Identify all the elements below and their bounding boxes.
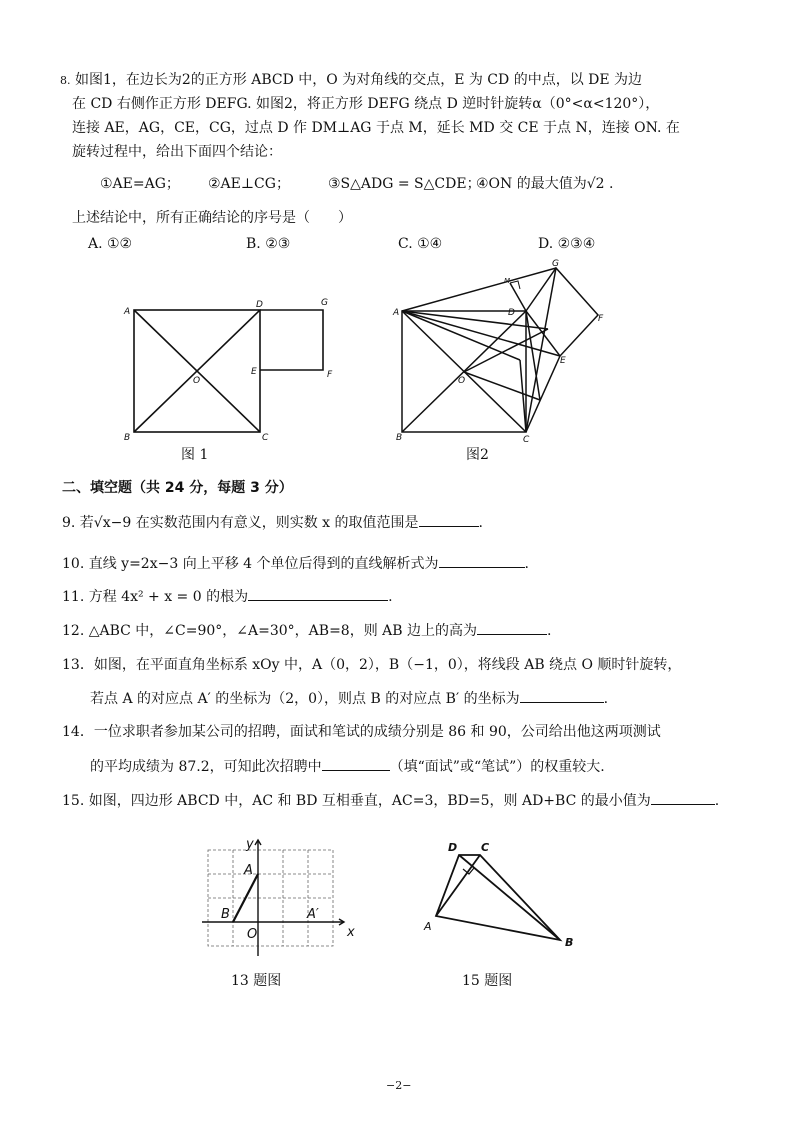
- fig13-label-B: B: [221, 907, 230, 922]
- q13-text: 若点 A 的对应点 A′ 的坐标为（2，0），则点 B 的对应点 B′ 的坐标为: [90, 691, 520, 707]
- q13-end: .: [603, 691, 609, 707]
- q8-conclusion-3: ③S△ADG = S△CDE；: [328, 176, 481, 192]
- q15-end: .: [714, 793, 720, 809]
- q13-line1: 13．如图，在平面直角坐标系 xOy 中，A（0，2），B（−1，0），将线段 AB 绕点 O 顺时针旋转，: [62, 657, 682, 673]
- q8-option-c: C. ①④: [398, 236, 443, 252]
- fig1-label-A: A: [124, 307, 131, 317]
- fig1-label-O: O: [193, 376, 201, 386]
- q8-line3: 连接 AE，AG，CE，CG，过点 D 作 DM⊥AG 于点 M，延长 MD 交 CE 于点 N，连接 ON. 在: [72, 120, 680, 136]
- q8-option-d: D. ②③④: [538, 236, 596, 252]
- q12-text: 12. △ABC 中，∠C=90°，∠A=30°，AB=8，则 AB 边上的高为: [62, 623, 478, 639]
- q11-text: 11. 方程 4x² + x = 0 的根为: [62, 589, 249, 605]
- fig15-label-C: C: [481, 841, 490, 854]
- q15-text: 15. 如图，四边形 ABCD 中，AC 和 BD 互相垂直，AC=3，BD=5，则 AD+BC 的最小值为: [62, 793, 651, 809]
- q8-option-a: A. ①②: [88, 236, 133, 252]
- figure-1-caption: 图 1: [181, 447, 209, 463]
- fig2-label-M: M: [504, 277, 511, 285]
- q8-line2: 在 CD 右侧作正方形 DEFG. 如图2，将正方形 DEFG 绕点 D 逆时针旋转α（0°<α<120°），: [72, 96, 660, 112]
- figure-15-caption: 15 题图: [462, 973, 513, 989]
- q8-line4: 旋转过程中，给出下面四个结论：: [72, 144, 282, 160]
- fig1-label-C: C: [262, 433, 269, 443]
- fig2-label-O: O: [458, 376, 466, 386]
- q14-text-b: （填“面试”或“笔试”）的权重较大.: [389, 759, 605, 775]
- fig2-label-C: C: [523, 435, 530, 445]
- fig1-label-E: E: [251, 367, 257, 377]
- q10-text: 10. 直线 y=2x−3 向上平移 4 个单位后得到的直线解析式为: [62, 556, 439, 572]
- fig13-label-O: O: [247, 927, 258, 942]
- q8-conclusion-4: ④ON 的最大值为√2 .: [476, 176, 614, 192]
- section-2-title: 二、填空题（共 24 分，每题 3 分）: [62, 480, 293, 496]
- fig1-label-D: D: [256, 300, 263, 310]
- figure-2-caption: 图2: [466, 447, 489, 463]
- fig13-label-A: A: [244, 863, 253, 878]
- q8-number: 8.: [60, 74, 71, 87]
- page-number: −2−: [386, 1079, 412, 1092]
- q8-conclusion-1: ①AE=AG；: [100, 176, 180, 192]
- fig2-label-D: D: [508, 308, 515, 318]
- fig2-label-A: A: [393, 308, 400, 318]
- fig2-label-E: E: [560, 356, 566, 366]
- q8-prompt: 上述结论中，所有正确结论的序号是（ ）: [72, 210, 352, 226]
- q8-option-b: B. ②③: [246, 236, 291, 252]
- q8-conclusion-2: ②AE⊥CG；: [208, 176, 290, 192]
- q9-end: .: [478, 515, 483, 531]
- q11-end: .: [388, 589, 393, 605]
- fig15-label-D: D: [448, 841, 458, 854]
- fig1-label-B: B: [124, 433, 131, 443]
- q8-text-1: 如图1，在边长为2的正方形 ABCD 中，O 为对角线的交点，E 为 CD 的中点，以 DE 为边: [74, 72, 643, 88]
- fig13-label-A-prime: A′: [307, 907, 319, 922]
- fig13-label-y: y: [246, 837, 254, 852]
- q9-text: 9. 若√x−9 在实数范围内有意义，则实数 x 的取值范围是: [62, 515, 419, 531]
- q14-text-a: 的平均成绩为 87.2，可知此次招聘中: [90, 759, 322, 775]
- fig1-label-G: G: [321, 298, 328, 308]
- fig1-label-F: F: [327, 370, 333, 380]
- q12-end: .: [547, 623, 552, 639]
- fig15-label-B: B: [565, 936, 574, 949]
- fig13-label-x: x: [347, 925, 355, 940]
- fig2-label-G: G: [552, 259, 559, 269]
- fig2-label-F: F: [598, 314, 604, 324]
- fig2-label-B: B: [396, 433, 403, 443]
- q14-line1: 14．一位求职者参加某公司的招聘，面试和笔试的成绩分别是 86 和 90，公司给出他这两项测试: [62, 724, 661, 740]
- fig15-label-A: A: [424, 920, 432, 933]
- figure-13-caption: 13 题图: [231, 973, 282, 989]
- q10-end: .: [524, 556, 529, 572]
